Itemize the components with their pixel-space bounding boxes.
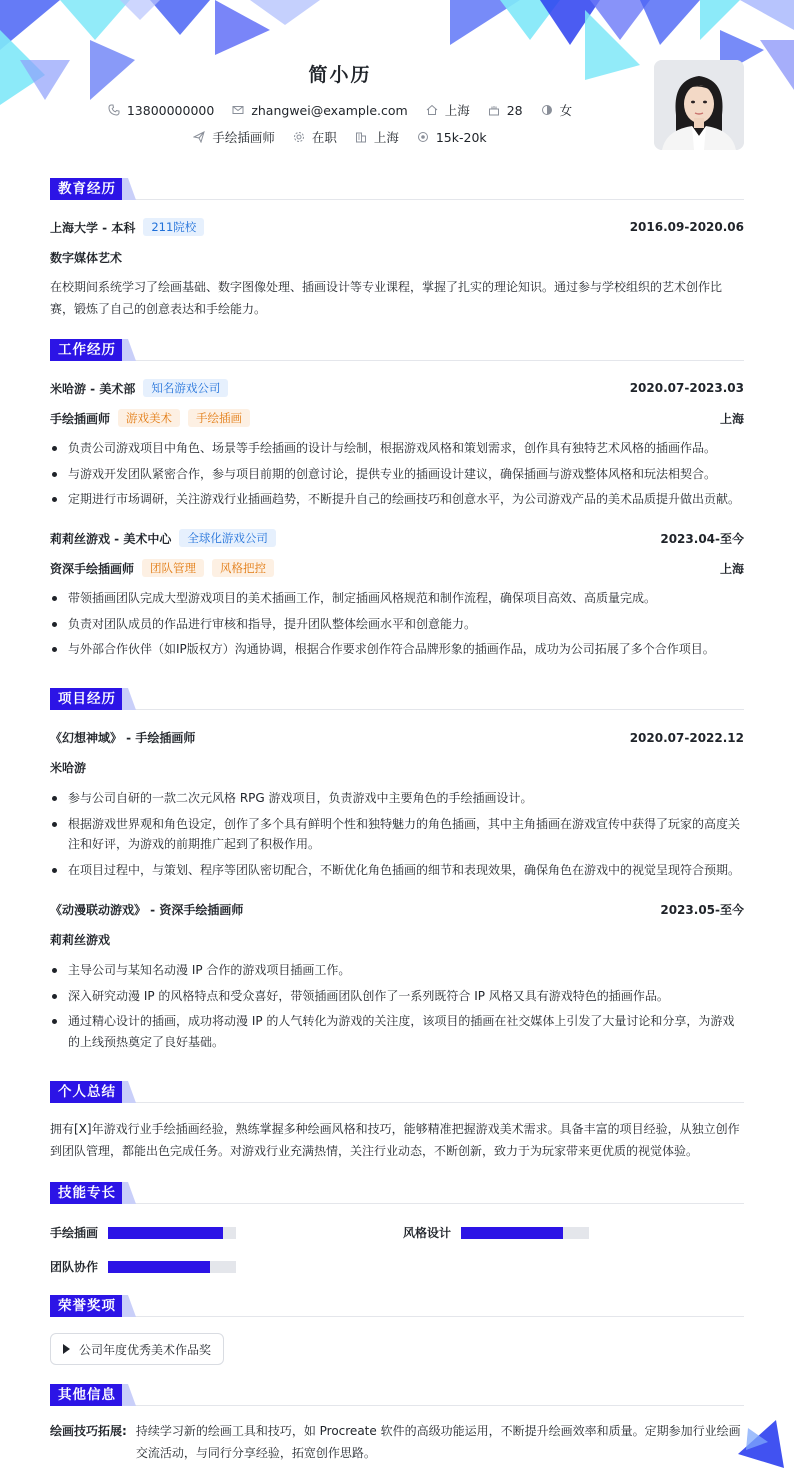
job-bullets bbox=[50, 588, 744, 665]
intent-salary bbox=[417, 130, 487, 145]
job-header bbox=[50, 529, 744, 547]
job-header bbox=[50, 379, 744, 397]
job-bullets bbox=[50, 438, 744, 515]
project-name: 《动漫联动游戏》 - 资深手绘插画师 bbox=[50, 903, 244, 917]
skill-item bbox=[50, 1224, 236, 1241]
project-header bbox=[50, 901, 744, 918]
section-title: 教育经历 bbox=[50, 178, 124, 200]
position-text: 手绘插画师 bbox=[212, 130, 275, 145]
edu-row bbox=[50, 218, 744, 236]
list-item: 与游戏开发团队紧密合作，参与项目前期的创意讨论，提供专业的插画设计建议，确保插画与游戏整体风格和玩法相契合。 bbox=[50, 464, 744, 485]
title-tail-decoration bbox=[122, 178, 136, 200]
city-text: 上海 bbox=[373, 130, 399, 145]
skill-bar bbox=[108, 1227, 236, 1239]
list-item: 通过精心设计的插画，成功将动漫 IP 的人气转化为游戏的关注度，该项目的插画在社交媒体上引发了大量讨论和分享，为游戏的上线预热奠定了良好基础。 bbox=[50, 1011, 744, 1052]
avatar bbox=[654, 60, 744, 150]
edu-dates: 2016.09-2020.06 bbox=[629, 220, 744, 234]
send-icon bbox=[193, 131, 205, 143]
title-tail-decoration bbox=[122, 688, 136, 710]
gender-text: 女 bbox=[559, 103, 573, 118]
company-tag: 全球化游戏公司 bbox=[179, 529, 276, 547]
other-label: 绘画技巧拓展: bbox=[50, 1424, 127, 1438]
title-tail-decoration bbox=[122, 1081, 136, 1103]
company-name: 莉莉丝游戏 - 美术中心 bbox=[50, 531, 172, 546]
company-name: 米哈游 - 美术部 bbox=[50, 381, 136, 396]
job-city: 上海 bbox=[719, 411, 744, 426]
title-tail-decoration bbox=[122, 1384, 136, 1406]
mail-icon bbox=[232, 104, 244, 116]
gender-icon bbox=[541, 104, 553, 116]
summary-text: 拥有[X]年游戏行业手绘插画经验，熟练掌握多种绘画风格和技巧，能够精准把握游戏美术需求。具备丰富的项目经验，从独立创作到团队管理，都能出色完成任务。对游戏行业充满热情，关注行业动态，不断创新，致力于为玩家带来更优质的视觉体验。 bbox=[50, 1122, 740, 1158]
project-org-row bbox=[50, 931, 744, 948]
company-tag: 知名游戏公司 bbox=[143, 379, 228, 397]
job-role-row bbox=[50, 559, 744, 577]
project-org: 米哈游 bbox=[50, 761, 87, 775]
contact-gender bbox=[541, 101, 573, 119]
summary-section bbox=[50, 1081, 744, 1158]
projects-section bbox=[50, 688, 744, 1049]
project-org-row bbox=[50, 759, 744, 776]
skill-item bbox=[403, 1224, 589, 1241]
list-item: 定期进行市场调研，关注游戏行业插画趋势，不断提升自己的绘画技巧和创意水平，为公司游戏产品的美术品质提升做出贡献。 bbox=[50, 489, 744, 510]
major-row bbox=[50, 249, 744, 266]
section-header bbox=[50, 1081, 744, 1103]
location-text: 上海 bbox=[444, 103, 470, 118]
skill-bar-fill bbox=[461, 1227, 563, 1239]
intent-city bbox=[355, 128, 399, 146]
phone-text: 13800000000 bbox=[126, 102, 215, 118]
profile-photo bbox=[654, 60, 744, 150]
status-text: 在职 bbox=[311, 130, 337, 145]
gear-icon bbox=[293, 131, 305, 143]
skill-bar bbox=[461, 1227, 589, 1239]
age-icon bbox=[488, 104, 500, 116]
section-title: 荣誉奖项 bbox=[50, 1295, 124, 1317]
project-dates: 2020.07-2022.12 bbox=[629, 730, 744, 745]
edu-description: 在校期间系统学习了绘画基础、数字图像处理、插画设计等专业课程，掌握了扎实的理论知识。通过参与学校组织的艺术创作比赛，锻炼了自己的创意表达和手绘能力。 bbox=[50, 280, 723, 316]
project-bullets bbox=[50, 788, 744, 885]
list-item: 深入研究动漫 IP 的风格特点和受众喜好，带领插画团队创作了一系列既符合 IP 风格又具有游戏特色的插画作品。 bbox=[50, 986, 744, 1007]
candidate-name: 简小历 bbox=[308, 64, 372, 86]
contact-location bbox=[426, 101, 470, 119]
other-info-row bbox=[50, 1420, 744, 1464]
list-item: 主导公司与某知名动漫 IP 合作的游戏项目插画工作。 bbox=[50, 960, 744, 981]
skill-bar-fill bbox=[108, 1227, 223, 1239]
role-tag: 团队管理 bbox=[142, 559, 204, 577]
section-title: 工作经历 bbox=[50, 339, 124, 361]
intent-row bbox=[0, 128, 680, 146]
list-item: 参与公司自研的一款二次元风格 RPG 游戏项目，负责游戏中主要角色的手绘插画设计。 bbox=[50, 788, 744, 809]
awards-section bbox=[50, 1295, 744, 1357]
section-header bbox=[50, 178, 744, 200]
list-item: 与外部合作伙伴（如IP版权方）沟通协调，根据合作要求创作符合品牌形象的插画作品，成功为公司拓展了多个合作项目。 bbox=[50, 639, 744, 660]
project-header bbox=[50, 729, 744, 746]
skill-name: 手绘插画 bbox=[50, 1226, 99, 1240]
list-item: 在项目过程中，与策划、程序等团队密切配合，不断优化角色插画的细节和表现效果，确保角色在游戏中的视觉呈现符合预期。 bbox=[50, 860, 744, 881]
job-dates: 2020.07-2023.03 bbox=[629, 381, 744, 395]
section-header bbox=[50, 339, 744, 361]
other-section bbox=[50, 1384, 744, 1460]
major-name: 数字媒体艺术 bbox=[50, 251, 123, 265]
section-title: 其他信息 bbox=[50, 1384, 124, 1406]
project-org: 莉莉丝游戏 bbox=[50, 933, 111, 947]
work-section bbox=[50, 339, 744, 656]
role-name: 手绘插画师 bbox=[50, 411, 111, 426]
project-bullets bbox=[50, 960, 744, 1057]
title-tail-decoration bbox=[122, 1182, 136, 1204]
contact-phone bbox=[108, 103, 214, 118]
project-dates: 2023.05-至今 bbox=[660, 903, 744, 917]
education-section bbox=[50, 178, 744, 316]
award-item[interactable] bbox=[50, 1333, 224, 1365]
play-icon bbox=[63, 1344, 70, 1354]
salary-text: 15k-20k bbox=[435, 129, 487, 145]
list-item: 负责对团队成员的作品进行审核和指导，提升团队整体绘画水平和创意能力。 bbox=[50, 614, 744, 635]
intent-status bbox=[293, 128, 337, 146]
award-text: 公司年度优秀美术作品奖 bbox=[79, 1342, 212, 1357]
list-item: 带领插画团队完成大型游戏项目的美术插画工作，制定插画风格规范和制作流程，确保项目高效、高质量完成。 bbox=[50, 588, 744, 609]
skill-name: 团队协作 bbox=[50, 1260, 99, 1274]
skill-name: 风格设计 bbox=[403, 1226, 452, 1240]
contact-age bbox=[488, 103, 523, 118]
section-header bbox=[50, 1295, 744, 1317]
school-tag: 211院校 bbox=[143, 218, 204, 236]
list-item: 负责公司游戏项目中角色、场景等手绘插画的设计与绘制，根据游戏风格和策划需求，创作具有独特艺术风格的插画作品。 bbox=[50, 438, 744, 459]
job-dates: 2023.04-至今 bbox=[660, 531, 744, 546]
contact-row bbox=[0, 101, 680, 119]
project-name: 《幻想神域》 - 手绘插画师 bbox=[50, 731, 196, 745]
job-role-row bbox=[50, 409, 744, 427]
section-header bbox=[50, 1384, 744, 1406]
home-icon bbox=[426, 104, 438, 116]
job-city: 上海 bbox=[719, 561, 744, 576]
section-title: 项目经历 bbox=[50, 688, 124, 710]
role-tag: 游戏美术 bbox=[118, 409, 180, 427]
resume-header bbox=[0, 0, 794, 170]
section-title: 个人总结 bbox=[50, 1081, 124, 1103]
section-header bbox=[50, 688, 744, 710]
email-text: zhangwei@example.com bbox=[251, 102, 408, 118]
skills-section bbox=[50, 1182, 744, 1274]
title-tail-decoration bbox=[122, 339, 136, 361]
skill-item bbox=[50, 1258, 236, 1275]
other-text: 持续学习新的绘画工具和技巧，如 Procreate 软件的高级功能运用，不断提升绘画效率和质量。定期参加行业绘画交流活动，与同行分享经验，拓宽创作思路。 bbox=[135, 1424, 741, 1460]
skill-bar bbox=[108, 1261, 236, 1273]
list-item: 根据游戏世界观和角色设定，创作了多个具有鲜明个性和独特魅力的角色插画，其中主角插画在游戏宣传中获得了玩家的高度关注和好评，为游戏的前期推广起到了积极作用。 bbox=[50, 814, 744, 855]
building-icon bbox=[355, 131, 367, 143]
school-name: 上海大学 - 本科 bbox=[50, 220, 136, 235]
footer-decoration bbox=[738, 1420, 784, 1468]
age-text: 28 bbox=[506, 102, 523, 118]
role-tag: 风格把控 bbox=[212, 559, 274, 577]
phone-icon bbox=[108, 104, 120, 116]
skill-bar-fill bbox=[108, 1261, 210, 1273]
intent-position bbox=[193, 128, 275, 146]
role-name: 资深手绘插画师 bbox=[50, 561, 135, 576]
contact-email bbox=[232, 103, 407, 118]
section-title: 技能专长 bbox=[50, 1182, 124, 1204]
title-tail-decoration bbox=[122, 1295, 136, 1317]
role-tag: 手绘插画 bbox=[188, 409, 250, 427]
section-header bbox=[50, 1182, 744, 1204]
coin-icon bbox=[417, 131, 429, 143]
